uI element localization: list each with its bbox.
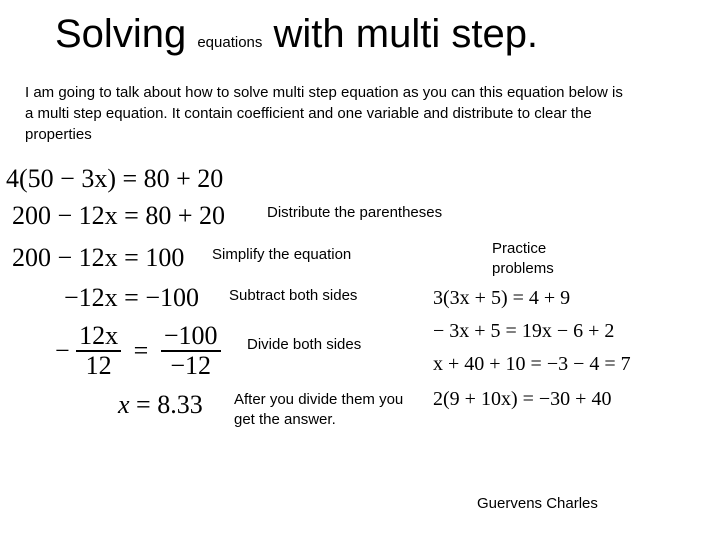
step-2-note: Distribute the parentheses [267,204,443,221]
equals-sign: = [133,336,149,365]
practice-problem-3: x + 40 + 10 = −3 − 4 = 7 [433,353,631,375]
fraction-left-denominator: 12 [85,351,112,380]
step-4-note: Subtract both sides [229,287,358,304]
intro-paragraph: I am going to talk about how to solve multi step equation as you can this equation below is a multi step equation. It contain coefficient and one variable and distribute to clear the properties [25,84,623,143]
fraction-right-numerator: −100 [161,322,221,352]
equation-step-1: 4(50 − 3x) = 80 + 20 [6,164,224,193]
practice-problem-1: 3(3x + 5) = 4 + 9 [433,287,571,309]
answer-equals: = [136,390,151,419]
fraction-right-denominator: −12 [170,351,212,380]
equation-step-5 [55,322,221,380]
step-5-note: Divide both sides [247,336,362,353]
practice-heading: Practice problems [492,240,554,277]
equation-step-6 [118,390,203,420]
title-part-2: equations [197,34,263,51]
fraction-left-numerator: 12x [76,322,121,352]
title-part-1: Solving [55,12,187,56]
equation-step-3: 200 − 12x = 100 [12,243,185,272]
practice-problem-4: 2(9 + 10x) = −30 + 40 [433,388,612,410]
leading-minus-sign: − [55,336,70,365]
fraction-right [161,322,221,380]
equation-step-2: 200 − 12x = 80 + 20 [12,201,225,230]
practice-problem-2: − 3x + 5 = 19x − 6 + 2 [433,320,615,342]
equation-step-4: −12x = −100 [64,283,199,312]
author-name: Guervens Charles [477,495,598,512]
step-6-note: After you divide them you get the answer. [234,391,404,428]
fraction-left [76,322,121,380]
answer-variable: x [118,390,130,419]
step-3-note: Simplify the equation [212,246,352,263]
answer-value: 8.33 [157,390,203,419]
title-part-3: with multi step. [273,12,539,56]
page-title [55,8,538,69]
